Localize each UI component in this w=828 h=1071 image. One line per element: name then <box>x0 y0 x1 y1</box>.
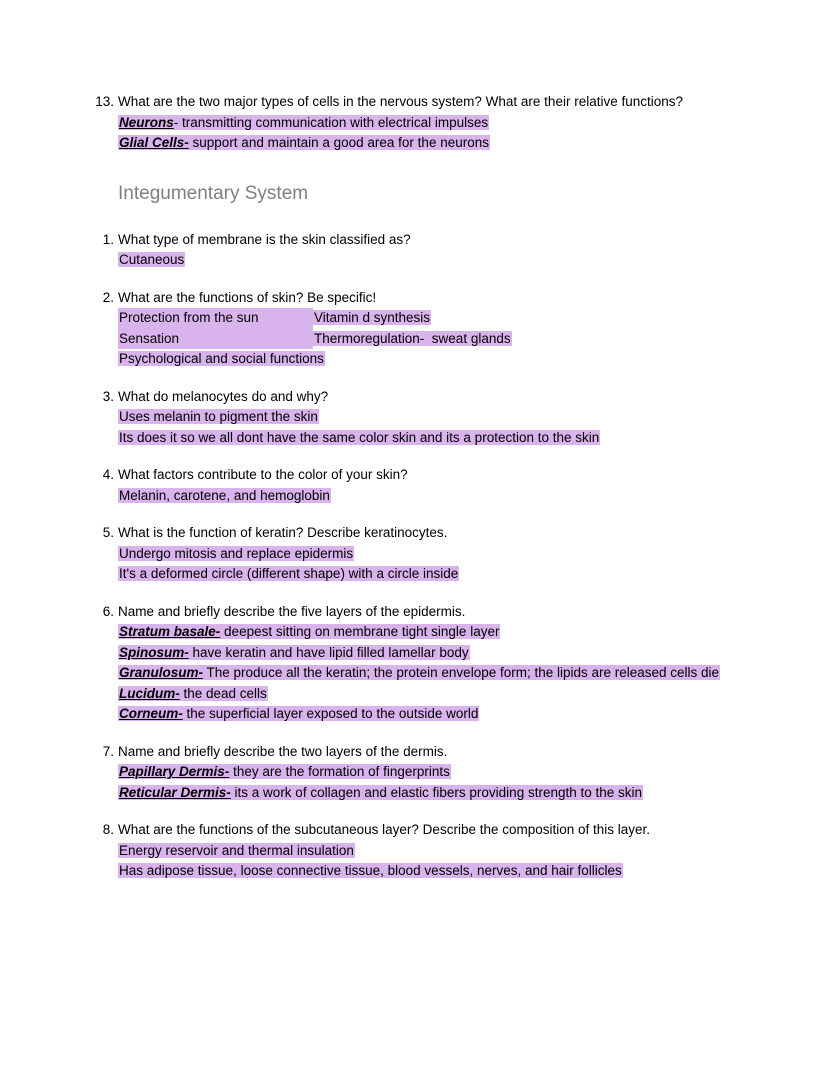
answer-text: The produce all the keratin; the protein envelope form; the lipids are released cells die <box>203 665 720 680</box>
answer-text: Uses melanin to pigment the skin <box>119 409 318 424</box>
question-block <box>102 387 728 449</box>
answer-line <box>118 113 728 134</box>
answer-line <box>118 564 728 585</box>
answer-line <box>118 329 728 350</box>
question-text: What factors contribute to the color of your skin? <box>118 467 408 482</box>
question-text: What type of membrane is the skin classified as? <box>118 231 411 247</box>
question-number: 5. <box>102 525 114 540</box>
question-block <box>102 602 728 725</box>
answer-line <box>118 308 728 329</box>
question-block <box>102 820 728 882</box>
answer-line <box>118 783 728 804</box>
answer-text-col2: Vitamin d synthesis <box>314 310 431 325</box>
question-text: What is the function of keratin? Describe keratinocytes. <box>118 525 448 540</box>
question-number: 7. <box>102 743 114 759</box>
answer-term: Spinosum- <box>119 644 189 660</box>
answer-term: Reticular Dermis- <box>119 784 231 800</box>
answer-line <box>118 250 728 271</box>
answer-text: Psychological and social functions <box>119 351 324 366</box>
answer-line <box>118 841 728 862</box>
answer-text: have keratin and have lipid filled lamellar body <box>188 644 469 660</box>
question-text: Name and briefly describe the five layers of the epidermis. <box>118 603 466 619</box>
answer-term: Granulosum- <box>119 665 204 680</box>
answer-line <box>118 428 728 449</box>
answer-text: support and maintain a good area for the neurons <box>188 135 489 150</box>
question-block <box>102 742 728 804</box>
question-number: 3. <box>102 388 114 404</box>
question-number: 6. <box>102 603 114 619</box>
answer-text: its a work of collagen and elastic fibers providing strength to the skin <box>230 784 643 800</box>
answer-text: Melanin, carotene, and hemoglobin <box>119 487 330 503</box>
question-block <box>102 288 728 370</box>
answer-text-col2: Thermoregulation- sweat glands <box>314 330 511 346</box>
question-block <box>95 92 728 154</box>
answer-text: the dead cells <box>179 685 267 701</box>
question-number: 1. <box>102 231 114 247</box>
answer-text: Energy reservoir and thermal insulation <box>119 842 354 858</box>
question-text: What are the functions of skin? Be specific! <box>118 289 377 305</box>
answer-line <box>118 407 728 428</box>
answer-line <box>118 762 728 783</box>
answer-text: they are the formation of fingerprints <box>229 764 450 779</box>
question-text: What are the functions of the subcutaneous layer? Describe the composition of this layer. <box>118 822 651 837</box>
answer-text: Its does it so we all dont have the same color skin and its a protection to the skin <box>119 429 600 445</box>
answer-text: Cutaneous <box>119 252 185 267</box>
answer-text: the superficial layer exposed to the outside world <box>182 706 479 721</box>
question-block <box>102 465 728 506</box>
section-heading: Integumentary System <box>118 182 309 204</box>
answer-text: deepest sitting on membrane tight single layer <box>220 624 500 639</box>
answer-text: Sensation <box>118 329 313 350</box>
answer-term: Lucidum- <box>119 685 180 701</box>
answer-line <box>118 684 728 705</box>
answer-term: Neurons <box>119 114 174 130</box>
answer-text: Undergo mitosis and replace epidermis <box>119 545 354 561</box>
question-number: 13. <box>95 94 114 109</box>
answer-term: Papillary Dermis- <box>119 764 230 779</box>
answer-term: Corneum- <box>119 706 183 721</box>
question-number: 4. <box>102 467 114 482</box>
answer-text: It's a deformed circle (different shape) with a circle inside <box>119 566 459 581</box>
answer-term: Stratum basale- <box>119 624 221 639</box>
answer-text: Has adipose tissue, loose connective tissue, blood vessels, nerves, and hair follicles <box>119 863 622 878</box>
question-number: 2. <box>102 289 114 305</box>
answer-line <box>118 133 728 154</box>
question-number: 8. <box>102 822 114 837</box>
answer-term: Glial Cells- <box>119 135 189 150</box>
question-text: What do melanocytes do and why? <box>118 388 329 404</box>
answer-text: Protection from the sun <box>118 308 313 329</box>
question-text: What are the two major types of cells in the nervous system? What are their relative functions? <box>118 94 684 109</box>
answer-line <box>118 486 728 507</box>
answer-line <box>118 544 728 565</box>
question-block <box>102 230 728 271</box>
answer-line <box>118 861 728 882</box>
answer-line <box>118 622 728 643</box>
answer-line <box>118 704 728 725</box>
question-text: Name and briefly describe the two layers of the dermis. <box>118 743 448 759</box>
question-block <box>102 523 728 585</box>
answer-line <box>118 643 728 664</box>
answer-line <box>118 663 728 684</box>
answer-line <box>118 349 728 370</box>
answer-text: - transmitting communication with electrical impulses <box>173 114 489 130</box>
